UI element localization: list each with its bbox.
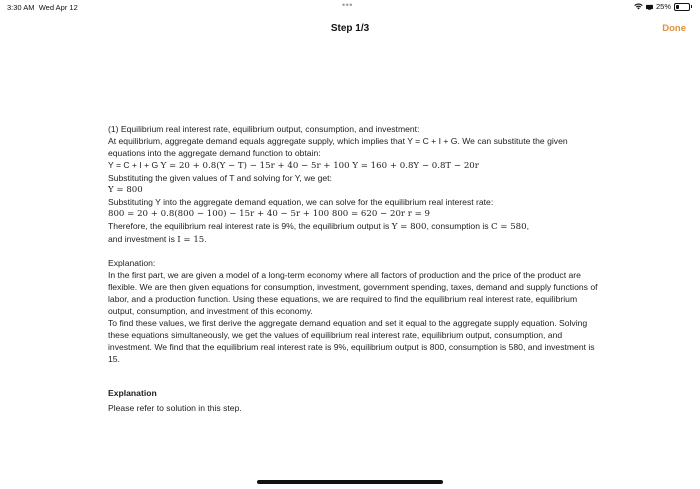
solution-intro: At equilibrium, aggregate demand equals aggregate supply, which implies that Y = C + I + G. We can substitute the given equations into the aggregate demand function to obtain:	[108, 136, 568, 158]
page-title: Step 1/3	[330, 23, 370, 34]
battery-cap	[691, 5, 692, 8]
result-text-part: Therefore, the equilibrium real interest rate is 9%, the equilibrium output is	[108, 221, 392, 231]
status-bar	[0, 0, 700, 14]
multitasking-dots[interactable]: •••	[342, 0, 353, 10]
wifi-icon	[634, 3, 643, 10]
solution-content	[108, 123, 598, 414]
solution-heading: (1) Equilibrium real interest rate, equilibrium output, consumption, and investment:	[108, 124, 420, 134]
explanation-heading: Explanation	[108, 388, 157, 398]
home-indicator[interactable]	[257, 480, 443, 484]
result-output-math: Y = 800	[391, 222, 427, 232]
result-text-part: .	[204, 234, 207, 244]
result-text-part: , consumption is	[426, 221, 491, 231]
result-text-part: ,	[526, 221, 530, 231]
equation-output: Y = 800	[108, 185, 143, 195]
battery-icon	[674, 3, 690, 11]
result-consumption-math: C = 580	[490, 222, 527, 232]
explanation-text: Please refer to solution in this step.	[108, 403, 242, 413]
explanation-paragraph-2: To find these values, we first derive the aggregate demand equation and set it equal to the aggregate supply equation. Solving these equations simultaneously, we get the values of equilibrium real interest rate, equilibrium output, consumption, and investment. We find that the equilibrium real interest rate is 9%, equilibrium output is 800, consumption is 580, and investment is 15.	[108, 318, 595, 364]
battery-percent: 25%	[655, 2, 671, 11]
substitute-t-text: Substituting the given values of T and solving for Y, we get:	[108, 173, 332, 183]
status-time: 3:30 AM	[7, 3, 35, 12]
substitute-y-text: Substituting Y into the aggregate demand equation, we can solve for the equilibrium real interest rate:	[108, 197, 494, 207]
equation-math: Y = 20 + 0.8(Y − T) − 15r + 40 − 5r + 100 Y = 160 + 0.8Y − 0.8T − 20r	[160, 161, 479, 171]
result-investment-math: I = 15	[177, 235, 205, 245]
equation-prefix: Y = C + I + G	[108, 160, 161, 170]
result-text	[108, 220, 598, 246]
status-time-date	[7, 3, 78, 12]
equation-interest-rate: 800 = 20 + 0.8(800 − 100) − 15r + 40 − 5r + 100 800 = 620 − 20r r = 9	[108, 209, 431, 219]
done-button[interactable]: Done	[662, 23, 686, 34]
status-right-group	[634, 2, 692, 11]
battery-fill	[676, 5, 679, 9]
equation-aggregate-demand	[108, 159, 598, 172]
screen-lock-icon	[646, 4, 653, 10]
result-text-part: and investment is	[108, 234, 178, 244]
navigation-bar	[0, 16, 700, 42]
status-date: Wed Apr 12	[38, 3, 78, 12]
explanation-label: Explanation:	[108, 258, 156, 268]
explanation-paragraph-1: In the first part, we are given a model of a long-term economy where all factors of production and the price of the product are flexible. We are then given equations for consumption, investment, government spending, taxes, demand and supply functions of labor, and a production function. Using these equations, we are required to find the equilibrium real interest rate, equilibrium output, consumption, and investment of this economy.	[108, 270, 598, 316]
